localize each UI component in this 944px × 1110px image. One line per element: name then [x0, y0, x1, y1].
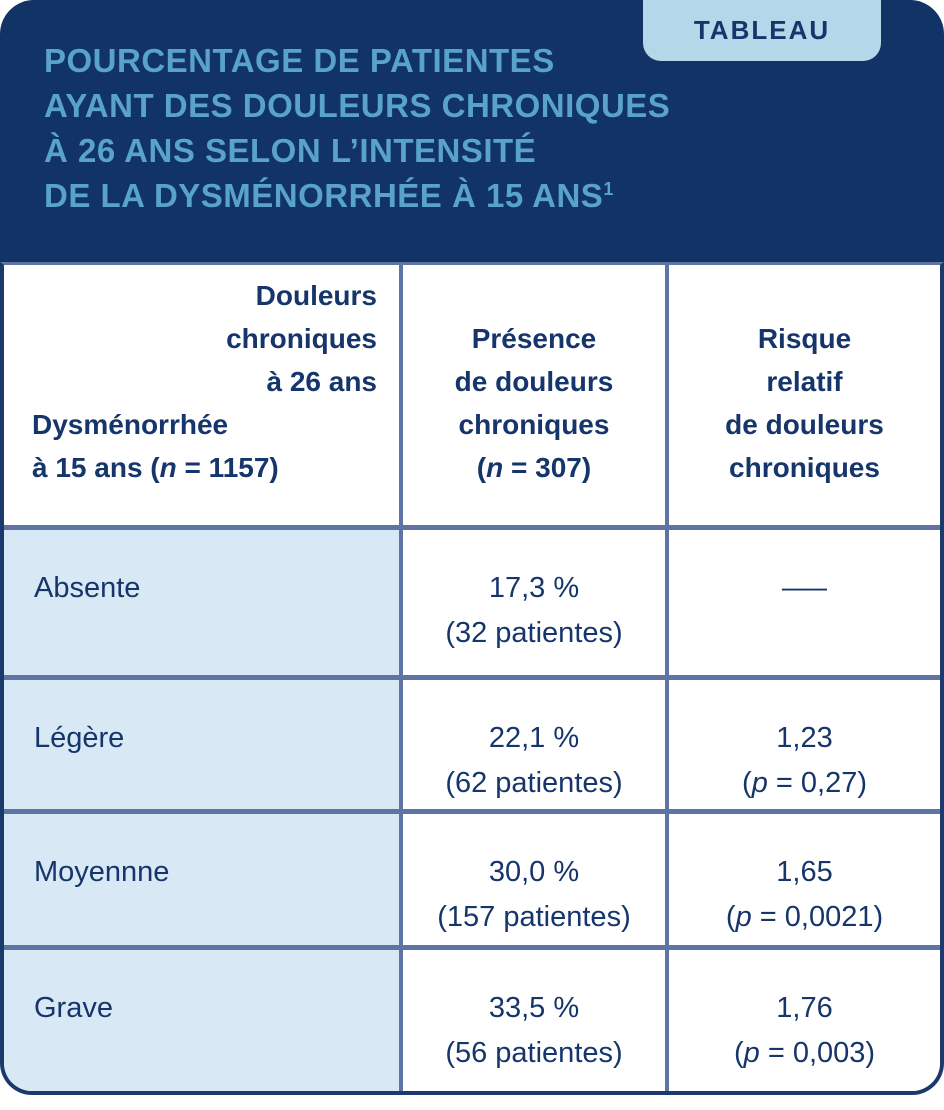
p-value: (p = 0,27)	[742, 767, 867, 799]
rr-value: —–	[781, 572, 828, 604]
row-absente-presence-cell	[403, 525, 669, 675]
pct-value: 22,1 %	[488, 722, 580, 754]
col-header-risque-relatif: Risque relatif de douleurs chroniques	[669, 265, 940, 525]
row-absente-risk-cell	[669, 525, 940, 675]
col-header-douleurs-chroniques: Douleurs chroniques à 26 ans	[226, 280, 377, 397]
count-value: (62 patientes)	[445, 767, 623, 799]
p-value: (p = 0,0021)	[725, 901, 884, 933]
data-table	[0, 262, 944, 1095]
pct-value: 30,0 %	[488, 856, 580, 888]
row-label-moyenne: Moyennne	[4, 809, 403, 945]
rr-value: 1,23	[776, 722, 833, 754]
row-label-grave: Grave	[4, 945, 403, 1091]
title-line-2: AYANT DES DOULEURS CHRONIQUES	[44, 87, 671, 124]
rr-value: 1,76	[776, 992, 833, 1024]
col-header-dysmenorrhee-label: Dysménorrhée à 15 ans (n = 1157)	[32, 409, 279, 483]
pct-value: 33,5 %	[488, 992, 580, 1024]
row-label-legere: Légère	[4, 675, 403, 809]
count-value: (56 patientes)	[445, 1037, 623, 1069]
title-line-3: À 26 ANS SELON L’INTENSITÉ	[44, 132, 537, 169]
title-line-1: POURCENTAGE DE PATIENTES	[44, 42, 555, 79]
page-title	[44, 38, 904, 218]
row-moyenne-risk-cell	[669, 809, 940, 945]
col-header-dysmenorrhee	[4, 265, 403, 525]
title-reference-superscript: 1	[603, 179, 614, 199]
row-legere-risk-cell	[669, 675, 940, 809]
count-value: (32 patientes)	[445, 617, 623, 649]
tableau-badge: TABLEAU	[643, 0, 881, 61]
p-value: (p = 0,003)	[733, 1037, 876, 1069]
pct-value: 17,3 %	[488, 572, 580, 604]
row-grave-risk-cell	[669, 945, 940, 1091]
title-line-4: DE LA DYSMÉNORRHÉE À 15 ANS	[44, 177, 604, 214]
rr-value: 1,65	[776, 856, 833, 888]
row-moyenne-presence-cell	[403, 809, 669, 945]
header-block	[0, 0, 944, 262]
row-grave-presence-cell	[403, 945, 669, 1091]
row-legere-presence-cell	[403, 675, 669, 809]
count-value: (157 patientes)	[437, 901, 631, 933]
col-header-presence: Présence de douleurs chroniques (n = 307)	[403, 265, 669, 525]
row-label-absente: Absente	[4, 525, 403, 675]
